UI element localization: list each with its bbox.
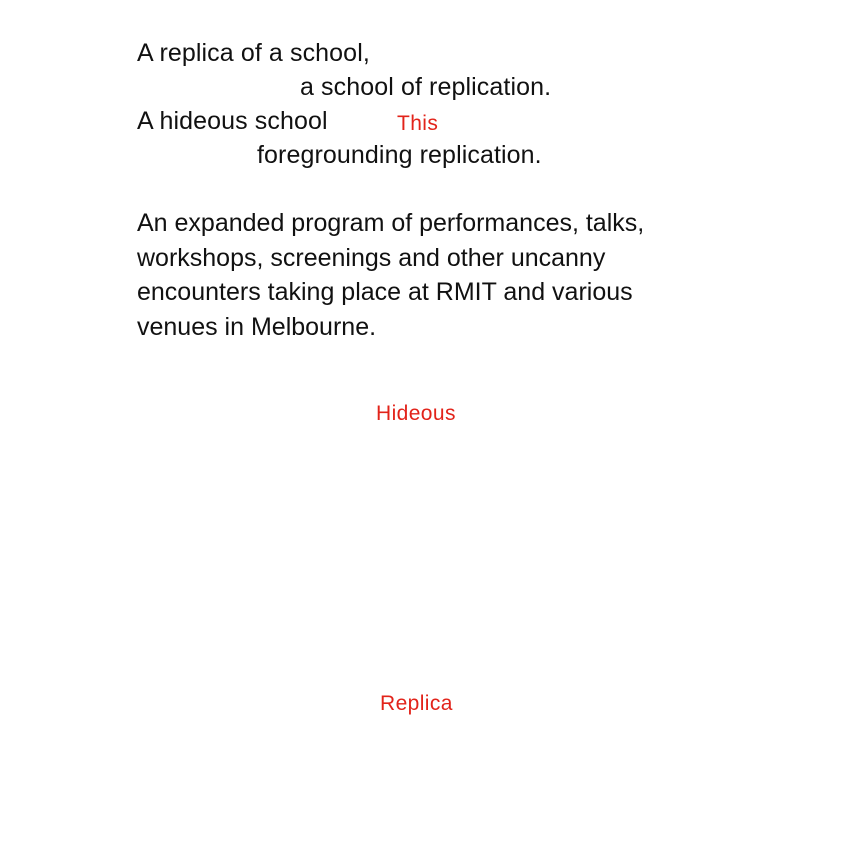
poem-line-2: a school of replication. xyxy=(300,73,552,101)
description-line: An expanded program of performances, talks, xyxy=(137,209,645,237)
description-line: workshops, screenings and other uncanny xyxy=(137,243,606,272)
description-paragraph xyxy=(137,206,777,344)
replica-link[interactable]: Replica xyxy=(380,692,453,715)
poem-line-4: foregrounding replication. xyxy=(257,141,542,169)
poem-line-3: A hideous school xyxy=(137,107,328,135)
this-link[interactable]: This xyxy=(397,112,439,135)
description-line: venues in Melbourne. xyxy=(137,312,377,341)
description-line: encounters taking place at RMIT and various xyxy=(137,278,633,306)
poem-line-1: A replica of a school, xyxy=(137,39,370,67)
hideous-link[interactable]: Hideous xyxy=(376,402,456,425)
